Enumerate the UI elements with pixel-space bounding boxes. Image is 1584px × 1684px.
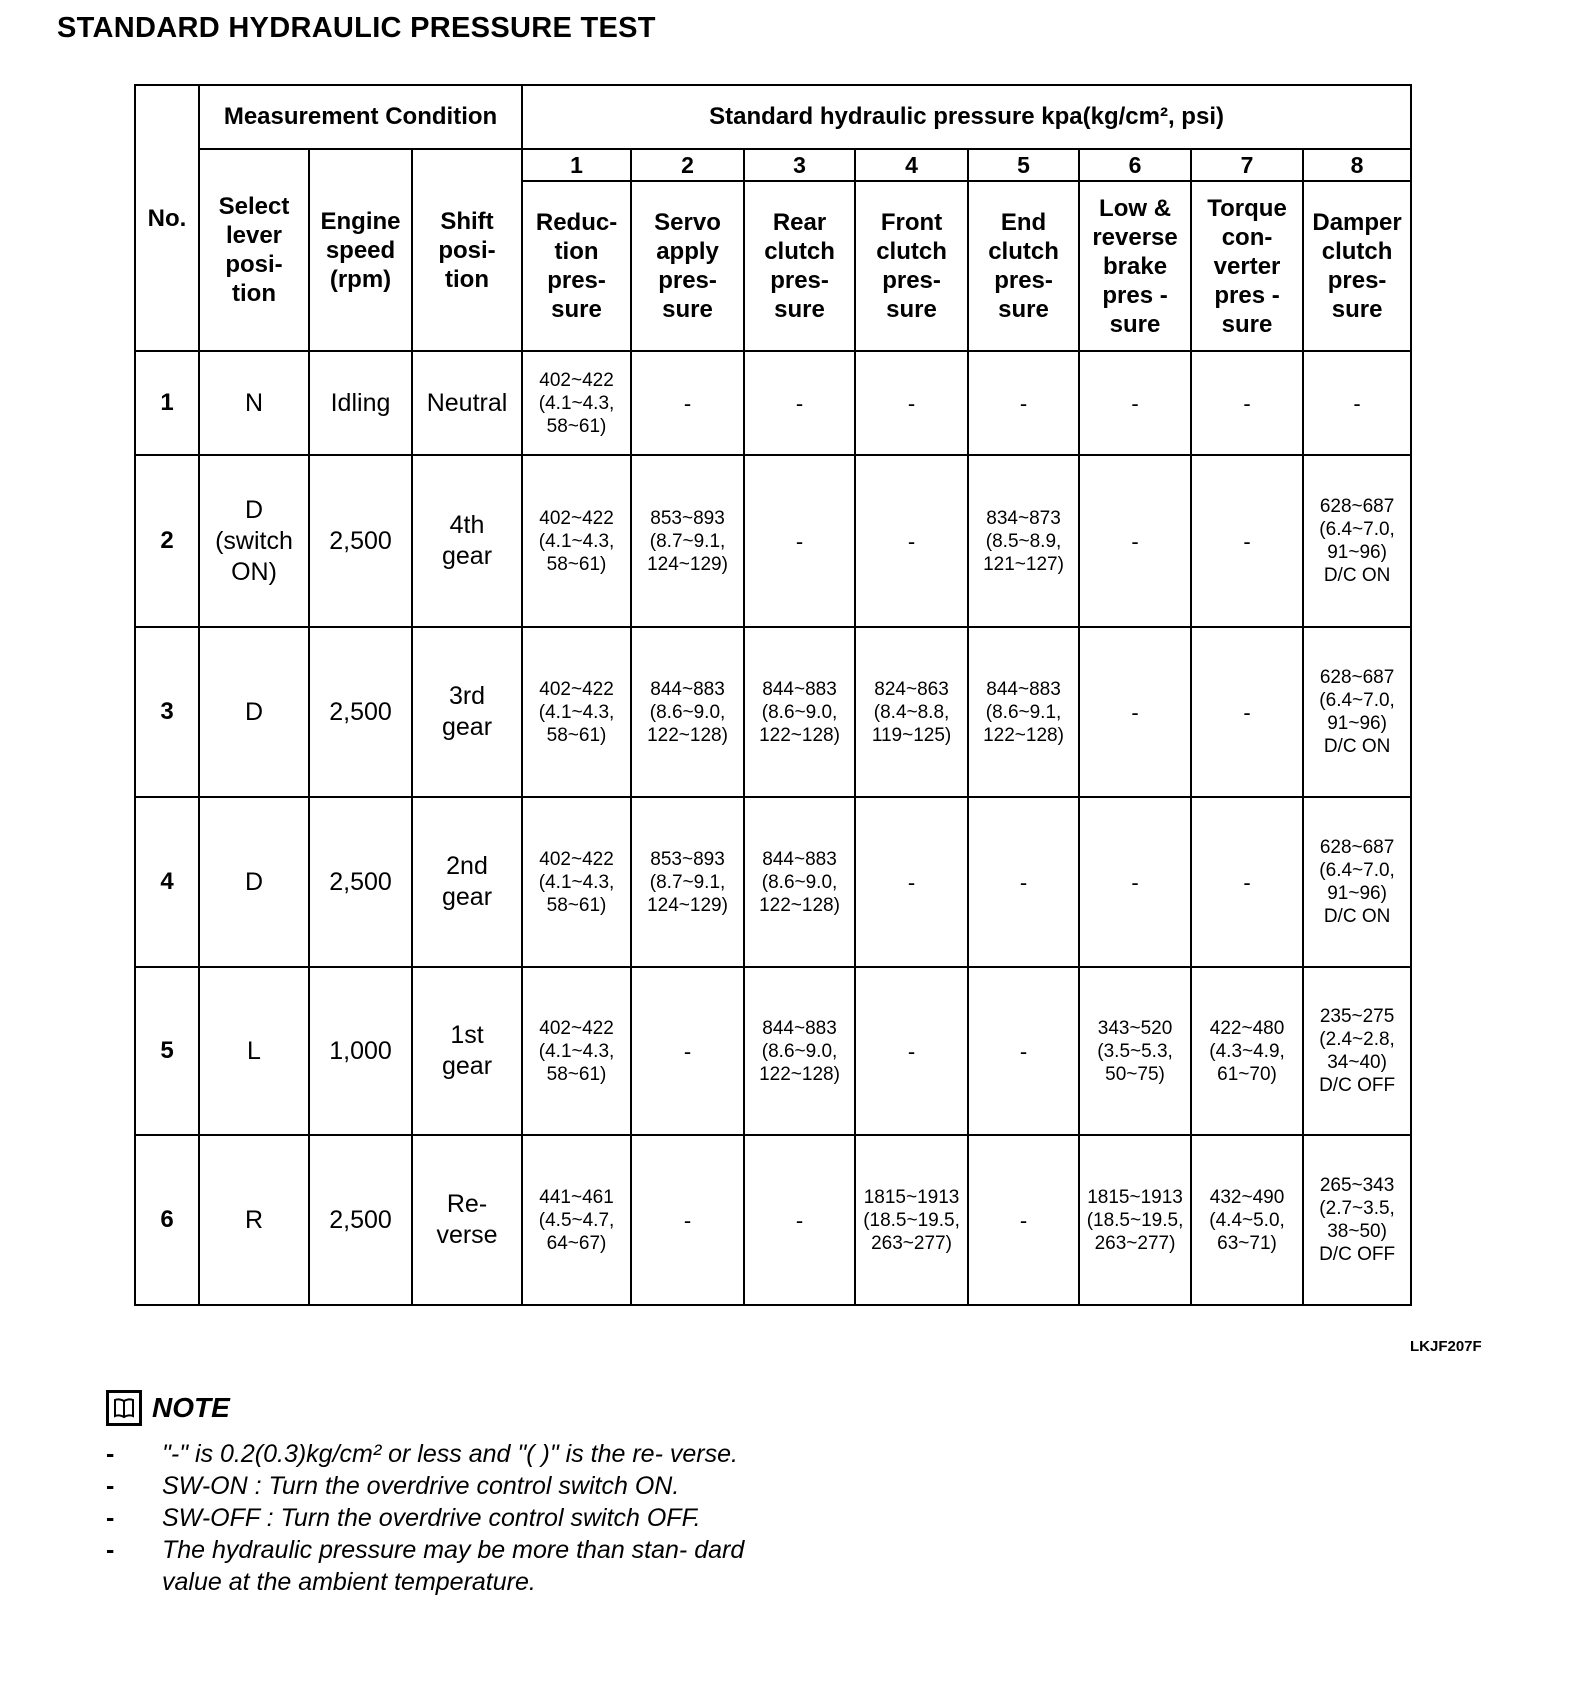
pressure-value: - (631, 351, 744, 455)
shift-position-header: Shift posi- tion (412, 149, 522, 351)
pressure-value: 844~883 (8.6~9.1, 122~128) (968, 627, 1079, 797)
note-heading (106, 1390, 230, 1426)
page-title: STANDARD HYDRAULIC PRESSURE TEST (57, 12, 656, 44)
pressure-value: 432~490 (4.4~5.0, 63~71) (1191, 1135, 1303, 1305)
pressure-number: 6 (1079, 149, 1191, 181)
note-label: NOTE (152, 1392, 230, 1423)
pressure-column-header: Low & reverse brake pres -sure (1079, 181, 1191, 351)
select-lever-header: Select lever posi- tion (199, 149, 309, 351)
pressure-value: - (1079, 627, 1191, 797)
pressure-value: 628~687 (6.4~7.0, 91~96) D/C ON (1303, 627, 1411, 797)
pressure-value: 844~883 (8.6~9.0, 122~128) (744, 627, 855, 797)
lever-cell: D (switch ON) (199, 455, 309, 627)
shift-cell: 1st gear (412, 967, 522, 1135)
pressure-column-header: Rear clutch pres- sure (744, 181, 855, 351)
hydraulic-pressure-table (134, 84, 1412, 1306)
pressure-value: 834~873 (8.5~8.9, 121~127) (968, 455, 1079, 627)
pressure-number: 1 (522, 149, 631, 181)
pressure-value: 402~422 (4.1~4.3, 58~61) (522, 967, 631, 1135)
pressure-column-header: Front clutch pres- sure (855, 181, 968, 351)
pressure-value: 628~687 (6.4~7.0, 91~96) D/C ON (1303, 797, 1411, 967)
pressure-value: - (968, 351, 1079, 455)
pressure-value: - (1079, 797, 1191, 967)
pressure-value: 402~422 (4.1~4.3, 58~61) (522, 455, 631, 627)
pressure-value: 402~422 (4.1~4.3, 58~61) (522, 627, 631, 797)
table-row (135, 627, 1411, 797)
pressure-value: - (631, 967, 744, 1135)
bullet: - (106, 1536, 115, 1564)
pressure-value: - (744, 351, 855, 455)
pressure-value: 628~687 (6.4~7.0, 91~96) D/C ON (1303, 455, 1411, 627)
shift-cell: 4th gear (412, 455, 522, 627)
table-row (135, 351, 1411, 455)
pressure-number: 3 (744, 149, 855, 181)
speed-cell: Idling (309, 351, 412, 455)
pressure-value: 235~275 (2.4~2.8, 34~40) D/C OFF (1303, 967, 1411, 1135)
pressure-value: - (1191, 455, 1303, 627)
pressure-value: - (855, 351, 968, 455)
pressure-column-header: Damper clutch pres- sure (1303, 181, 1411, 351)
speed-cell: 2,500 (309, 1135, 412, 1305)
bullet: - (106, 1440, 115, 1468)
pressure-value: 402~422 (4.1~4.3, 58~61) (522, 797, 631, 967)
pressure-value: - (855, 797, 968, 967)
pressure-value: 343~520 (3.5~5.3, 50~75) (1079, 967, 1191, 1135)
bullet: - (106, 1504, 115, 1532)
pressure-value: 824~863 (8.4~8.8, 119~125) (855, 627, 968, 797)
pressure-number: 2 (631, 149, 744, 181)
note-text: SW-ON : Turn the overdrive control switch ON. (162, 1472, 680, 1500)
pressure-value: - (855, 455, 968, 627)
speed-cell: 2,500 (309, 627, 412, 797)
pressure-value: 853~893 (8.7~9.1, 124~129) (631, 455, 744, 627)
table-row (135, 1135, 1411, 1305)
lever-cell: D (199, 797, 309, 967)
note-item (106, 1438, 746, 1470)
pressure-value: 853~893 (8.7~9.1, 124~129) (631, 797, 744, 967)
table-row (135, 455, 1411, 627)
pressure-value: 402~422 (4.1~4.3, 58~61) (522, 351, 631, 455)
pressure-value: - (968, 1135, 1079, 1305)
speed-cell: 1,000 (309, 967, 412, 1135)
pressure-column-header: Torque con- verter pres -sure (1191, 181, 1303, 351)
row-number: 4 (135, 797, 199, 967)
pressure-value: 1815~1913 (18.5~19.5, 263~277) (855, 1135, 968, 1305)
lever-cell: D (199, 627, 309, 797)
row-number: 2 (135, 455, 199, 627)
shift-cell: 3rd gear (412, 627, 522, 797)
lever-cell: N (199, 351, 309, 455)
row-number: 5 (135, 967, 199, 1135)
pressure-value: - (1079, 455, 1191, 627)
pressure-value: - (1191, 351, 1303, 455)
pressure-column-header: Servo apply pres- sure (631, 181, 744, 351)
condition-header: Measurement Condition (199, 85, 522, 149)
shift-cell: Re- verse (412, 1135, 522, 1305)
row-number: 6 (135, 1135, 199, 1305)
note-item (106, 1470, 746, 1502)
pressure-value: 265~343 (2.7~3.5, 38~50) D/C OFF (1303, 1135, 1411, 1305)
pressure-value: - (631, 1135, 744, 1305)
pressure-header: Standard hydraulic pressure kpa(kg/cm², psi) (522, 85, 1411, 149)
shift-cell: Neutral (412, 351, 522, 455)
pressure-value: 1815~1913 (18.5~19.5, 263~277) (1079, 1135, 1191, 1305)
pressure-value: - (1191, 627, 1303, 797)
pressure-number: 8 (1303, 149, 1411, 181)
row-number: 1 (135, 351, 199, 455)
row-number: 3 (135, 627, 199, 797)
pressure-value: - (1191, 797, 1303, 967)
shift-cell: 2nd gear (412, 797, 522, 967)
bullet: - (106, 1472, 115, 1500)
pressure-number: 4 (855, 149, 968, 181)
pressure-value: - (744, 1135, 855, 1305)
pressure-value: 844~883 (8.6~9.0, 122~128) (631, 627, 744, 797)
note-text: "-" is 0.2(0.3)kg/cm² or less and "( )" is the re- verse. (162, 1440, 738, 1468)
speed-cell: 2,500 (309, 455, 412, 627)
note-item (106, 1534, 746, 1598)
note-item (106, 1502, 746, 1534)
book-icon (106, 1390, 142, 1426)
engine-speed-header: Engine speed (rpm) (309, 149, 412, 351)
table-row (135, 967, 1411, 1135)
note-text: SW-OFF : Turn the overdrive control switch OFF. (162, 1504, 701, 1532)
pressure-value: - (968, 797, 1079, 967)
pressure-value: 441~461 (4.5~4.7, 64~67) (522, 1135, 631, 1305)
note-text: The hydraulic pressure may be more than stan- dard value at the ambient temperature. (162, 1536, 745, 1596)
pressure-value: - (855, 967, 968, 1135)
note-list (106, 1438, 746, 1598)
pressure-value: 844~883 (8.6~9.0, 122~128) (744, 797, 855, 967)
pressure-column-header: Reduc- tion pres- sure (522, 181, 631, 351)
speed-cell: 2,500 (309, 797, 412, 967)
pressure-number: 5 (968, 149, 1079, 181)
lever-cell: R (199, 1135, 309, 1305)
table-row (135, 797, 1411, 967)
pressure-column-header: End clutch pres- sure (968, 181, 1079, 351)
pressure-value: - (744, 455, 855, 627)
pressure-value: - (1303, 351, 1411, 455)
lever-cell: L (199, 967, 309, 1135)
pressure-value: 844~883 (8.6~9.0, 122~128) (744, 967, 855, 1135)
pressure-number: 7 (1191, 149, 1303, 181)
pressure-value: 422~480 (4.3~4.9, 61~70) (1191, 967, 1303, 1135)
no-header: No. (135, 85, 199, 351)
figure-code: LKJF207F (1410, 1338, 1482, 1355)
pressure-value: - (1079, 351, 1191, 455)
pressure-value: - (968, 967, 1079, 1135)
